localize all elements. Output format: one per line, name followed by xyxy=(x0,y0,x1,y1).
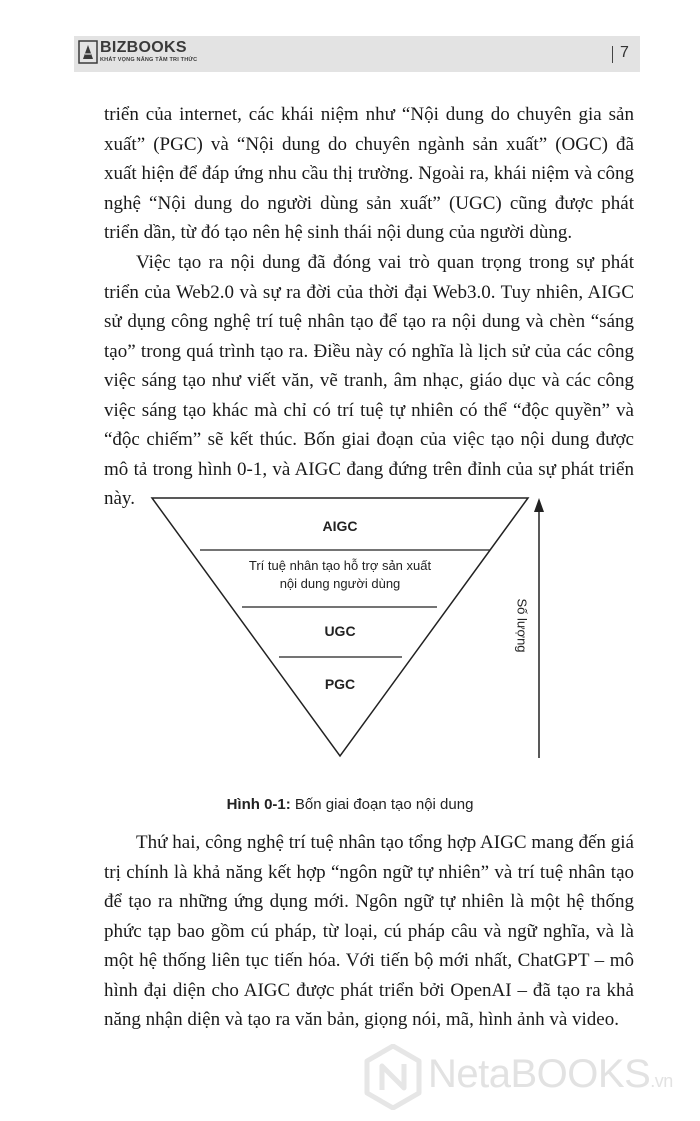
netabooks-watermark xyxy=(428,1052,673,1097)
quantity-axis-label: Số lượng xyxy=(514,598,530,653)
bizbooks-logo-icon xyxy=(78,40,98,64)
content-stages-figure xyxy=(140,488,570,768)
netabooks-watermark-icon xyxy=(364,1044,422,1110)
page-number-separator xyxy=(612,46,613,63)
figure-caption xyxy=(0,796,700,813)
body-paragraph-2: Việc tạo ra nội dung đã đóng vai trò quan trọng trong sự phát triển của Web2.0 và sự ra đời của thời đại Web3.0. Tuy nhiên, AIGC sử dụng công nghệ trí tuệ nhân tạo để tạo ra nội dung và chèn “sáng tạo” trong quá trình tạo ra. Điều này có nghĩa là lịch sử của các công việc sáng tạo như viết văn, vẽ tranh, âm nhạc, giáo dục và các công việc sáng tạo khác mà chỉ có trí tuệ tự nhiên có thể “độc quyền” và “độc chiếm” sẽ kết thúc. Bốn giai đoạn của việc tạo nội dung được mô tả trong hình 0-1, và AIGC đang đứng trên đỉnh của sự phát triển này. xyxy=(104,252,634,509)
body-paragraph-1: triển của internet, các khái niệm như “Nội dung do chuyên gia sản xuất” (PGC) và “Nội dung do chuyên ngành sản xuất” (OGC) đã xuất hiện để đáp ứng nhu cầu thị trường. Ngoài ra, khái niệm và công nghệ “Nội dung do người dùng sản xuất” (UGC) cũng được phát triển dần, từ đó tạo nên hệ sinh thái nội dung của người dùng. xyxy=(104,104,634,243)
watermark-main: NetaBOOKS xyxy=(428,1052,651,1096)
tier-label-ai-assisted-line2: nội dung người dùng xyxy=(279,576,401,591)
watermark-suffix: .vn xyxy=(650,1071,673,1091)
arrow-up-icon xyxy=(534,498,544,512)
tier-label-pgc: PGC xyxy=(324,676,356,692)
tier-label-ugc: UGC xyxy=(324,623,356,639)
brand-name: BIZBOOKS xyxy=(100,39,187,56)
tier-label-ai-assisted xyxy=(220,557,460,593)
figure-caption-label: Hình 0-1: xyxy=(226,796,291,813)
brand-tagline: KHÁT VỌNG NÂNG TẦM TRI THỨC xyxy=(100,57,198,63)
figure-caption-text: Bốn giai đoạn tạo nội dung xyxy=(294,796,474,813)
page-number: 7 xyxy=(620,44,629,61)
body-paragraph-3: Thứ hai, công nghệ trí tuệ nhân tạo tổng hợp AIGC mang đến giá trị chính là khả năng kết hợp “ngôn ngữ tự nhiên” và trí tuệ nhân tạo để tạo ra những ứng dụng mới. Ngôn ngữ tự nhiên là một hệ thống phức tạp bao gồm cú pháp, từ loại, cú pháp câu và ngữ nghĩa, và là một hệ thống liên tục tiến hóa. Với tiến bộ mới nhất, ChatGPT – mô hình đại diện cho AIGC được phát triển bởi OpenAI – đã tạo ra khả năng nhận diện và tạo ra văn bản, giọng nói, mã, hình ảnh và video. xyxy=(104,832,634,1030)
tier-label-aigc: AIGC xyxy=(322,518,358,534)
tier-label-ai-assisted-line1: Trí tuệ nhân tạo hỗ trợ sản xuất xyxy=(248,558,432,573)
